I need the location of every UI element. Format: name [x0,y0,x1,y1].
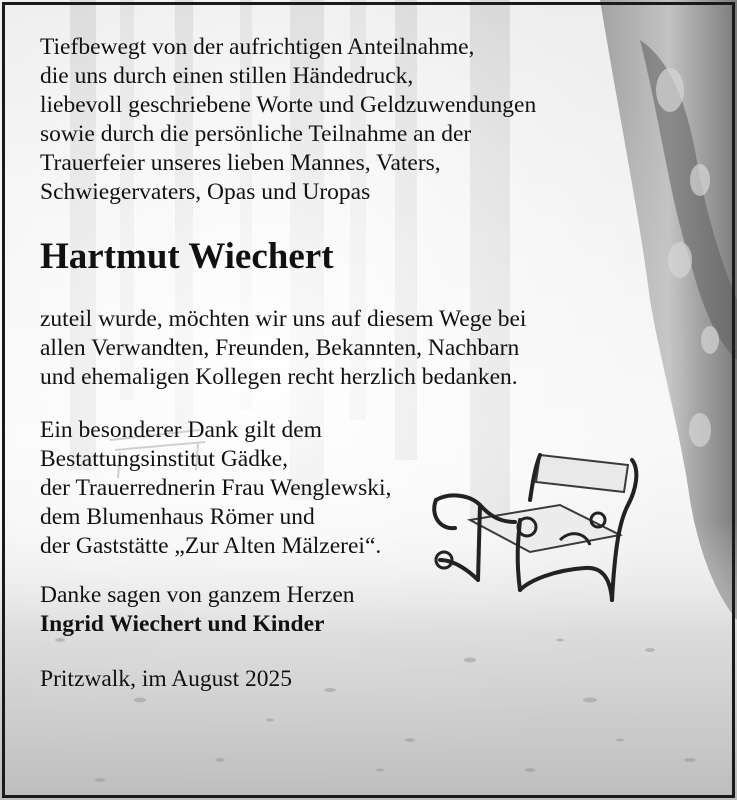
text-line: Schwiegervaters, Opas und Uropas [40,179,371,205]
special-thanks-paragraph [40,416,680,561]
closing-line: Danke sagen von ganzem Herzen [40,582,355,608]
thanks-paragraph [40,305,680,392]
notice-text [40,33,680,694]
signer-name: Ingrid Wiechert und Kinder [40,611,325,637]
closing-paragraph [40,581,680,639]
text-line: die uns durch einen stillen Händedruck, [40,63,414,89]
deceased-name: Hartmut Wiechert [40,236,334,277]
text-line: Tiefbewegt von der aufrichtigen Anteilnahme, [40,34,475,60]
text-line: sowie durch die persönliche Teilnahme an der [40,121,472,147]
intro-paragraph [40,33,680,207]
text-line: liebevoll geschriebene Worte und Geldzuwendungen [40,92,537,118]
text-line: Ein besonderer Dank gilt dem [40,417,322,443]
text-line: Bestattungsinstitut Gädke, [40,446,289,472]
text-line: allen Verwandten, Freunden, Bekannten, Nachbarn [40,335,520,361]
text-line: zuteil wurde, möchten wir uns auf diesem Wege bei [40,306,527,332]
text-line: dem Blumenhaus Römer und [40,504,315,530]
text-line: der Trauerrednerin Frau Wenglewski, [40,475,392,501]
text-line: der Gaststätte „Zur Alten Mälzerei“. [40,533,382,559]
text-line: Trauerfeier unseres lieben Mannes, Vaters, [40,150,441,176]
place-date: Pritzwalk, im August 2025 [40,666,292,692]
text-line: und ehemaligen Kollegen recht herzlich bedanken. [40,364,518,390]
